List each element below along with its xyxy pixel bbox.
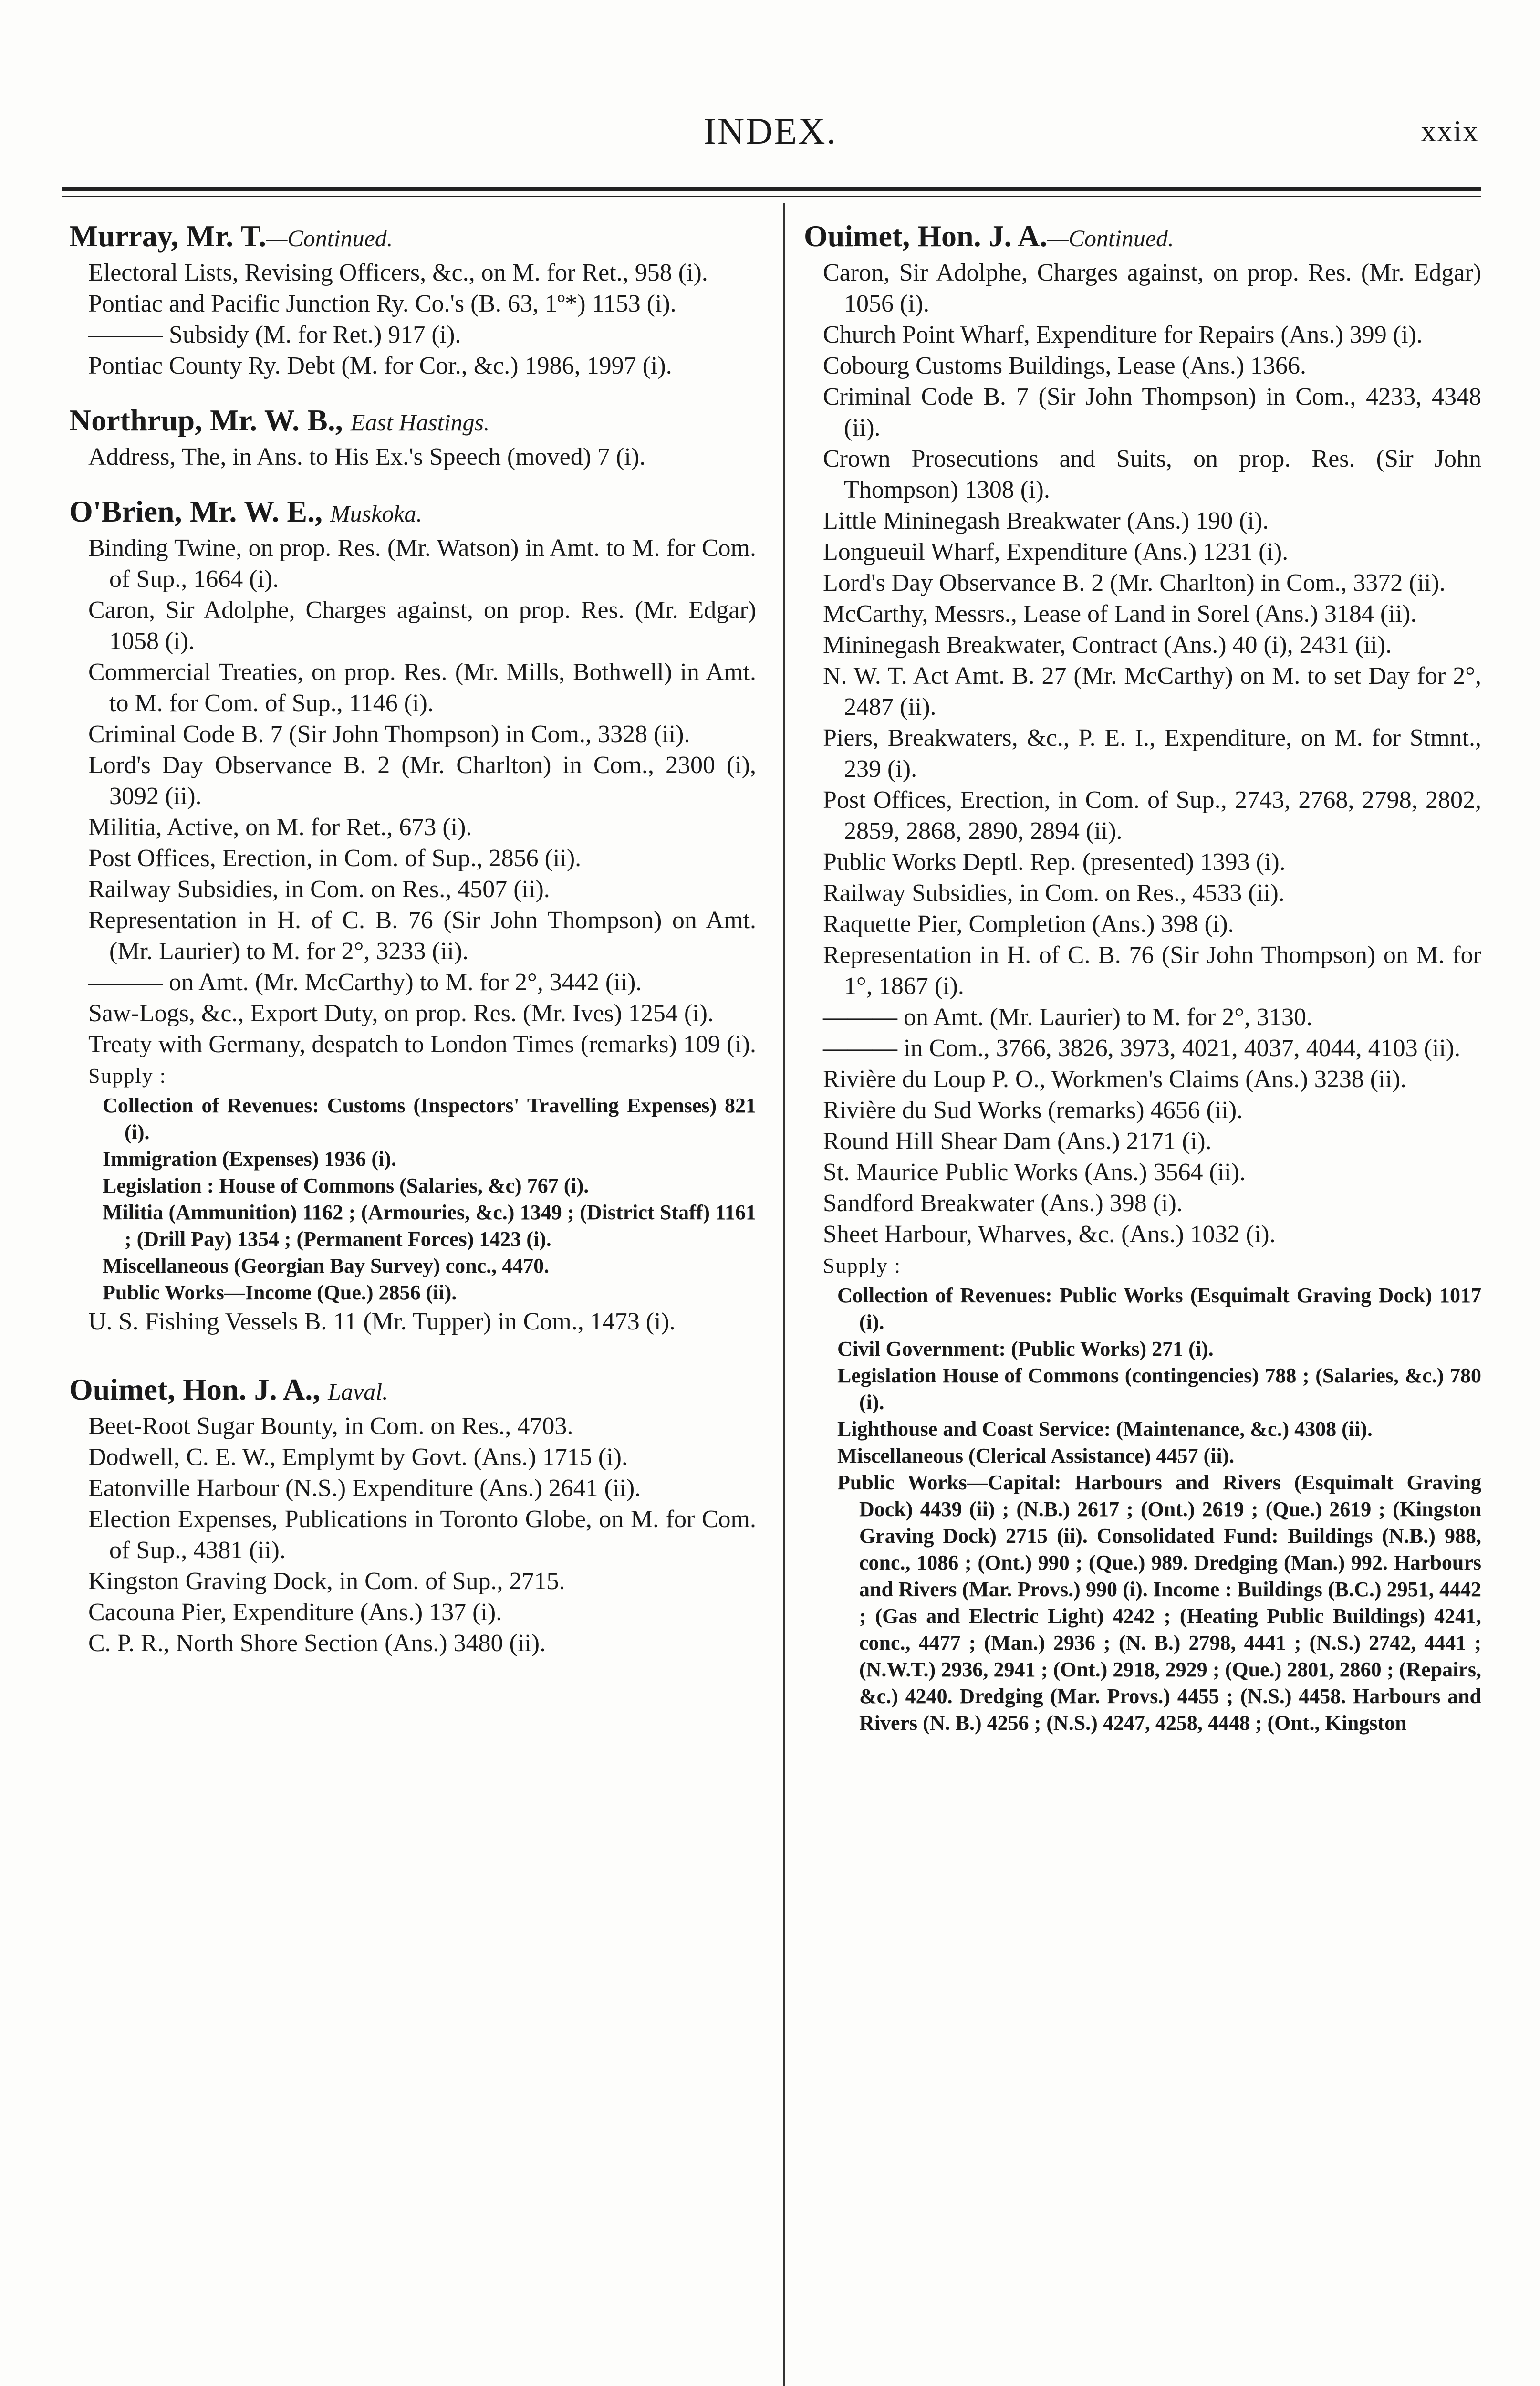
index-heading: O'Brien, Mr. W. E., Muskoka. bbox=[69, 494, 423, 528]
index-entry: ——— Subsidy (M. for Ret.) 917 (i). bbox=[88, 321, 461, 348]
index-entry: Beet-Root Sugar Bounty, in Com. on Res., 4703. bbox=[88, 1413, 573, 1440]
index-entry: Caron, Sir Adolphe, Charges against, on prop. Res. (Mr. Edgar) 1056 (i). bbox=[823, 259, 1481, 317]
index-heading: Northrup, Mr. W. B., East Hastings. bbox=[69, 403, 490, 437]
supply-entry: Collection of Revenues: Public Works (Esquimalt Graving Dock) 1017 (i). bbox=[837, 1284, 1481, 1334]
index-entry: ——— on Amt. (Mr. McCarthy) to M. for 2°, 3442 (ii). bbox=[88, 969, 642, 996]
page-title: INDEX. bbox=[703, 110, 838, 152]
index-entry: ——— on Amt. (Mr. Laurier) to M. for 2°, 3130. bbox=[823, 1004, 1313, 1031]
header-rule-thin bbox=[62, 196, 1481, 197]
index-entry: Kingston Graving Dock, in Com. of Sup., 2715. bbox=[88, 1568, 565, 1595]
index-entry: Church Point Wharf, Expenditure for Repairs (Ans.) 399 (i). bbox=[823, 321, 1423, 348]
index-entry: Criminal Code B. 7 (Sir John Thompson) in Com., 3328 (ii). bbox=[88, 721, 690, 748]
supply-entry: Lighthouse and Coast Service: (Maintenance, &c.) 4308 (ii). bbox=[837, 1417, 1373, 1441]
index-entry: Saw-Logs, &c., Export Duty, on prop. Res. (Mr. Ives) 1254 (i). bbox=[88, 1000, 714, 1027]
left-column bbox=[69, 217, 756, 1659]
index-entry: Railway Subsidies, in Com. on Res., 4533 (ii). bbox=[823, 879, 1285, 907]
index-entry: Mininegash Breakwater, Contract (Ans.) 40 (i), 2431 (ii). bbox=[823, 631, 1392, 659]
index-entry: Lord's Day Observance B. 2 (Mr. Charlton) in Com., 2300 (i), 3092 (ii). bbox=[88, 752, 756, 810]
supply-entry: Legislation House of Commons (contingencies) 788 ; (Salaries, &c.) 780 (i). bbox=[837, 1364, 1481, 1414]
index-entry: Piers, Breakwaters, &c., P. E. I., Expenditure, on M. for Stmnt., 239 (i). bbox=[823, 724, 1481, 783]
index-heading: Ouimet, Hon. J. A., Laval. bbox=[69, 1372, 388, 1406]
index-entry: Public Works Deptl. Rep. (presented) 1393 (i). bbox=[823, 848, 1286, 876]
index-entry: Raquette Pier, Completion (Ans.) 398 (i). bbox=[823, 910, 1234, 938]
index-entry: St. Maurice Public Works (Ans.) 3564 (ii). bbox=[823, 1159, 1246, 1186]
index-entry: Sheet Harbour, Wharves, &c. (Ans.) 1032 (i). bbox=[823, 1221, 1276, 1248]
supply-entry: Immigration (Expenses) 1936 (i). bbox=[103, 1147, 396, 1171]
column-divider bbox=[783, 203, 785, 2386]
supply-entry: Public Works—Income (Que.) 2856 (ii). bbox=[103, 1281, 457, 1304]
index-entry: Address, The, in Ans. to His Ex.'s Speech (moved) 7 (i). bbox=[88, 443, 646, 471]
index-heading: Ouimet, Hon. J. A.—Continued. bbox=[804, 219, 1174, 253]
supply-entry: Miscellaneous (Georgian Bay Survey) conc., 4470. bbox=[103, 1254, 550, 1277]
header-rule-thick bbox=[62, 187, 1481, 191]
index-entry: N. W. T. Act Amt. B. 27 (Mr. McCarthy) on M. to set Day for 2°, 2487 (ii). bbox=[823, 662, 1481, 721]
index-entry: Commercial Treaties, on prop. Res. (Mr. Mills, Bothwell) in Amt. to M. for Com. of Sup., 1146 (i). bbox=[88, 659, 756, 717]
index-entry: Eatonville Harbour (N.S.) Expenditure (Ans.) 2641 (ii). bbox=[88, 1475, 641, 1502]
index-entry: Rivière du Sud Works (remarks) 4656 (ii). bbox=[823, 1097, 1243, 1124]
supply-entry: Miscellaneous (Clerical Assistance) 4457 (ii). bbox=[837, 1444, 1235, 1467]
index-entry: McCarthy, Messrs., Lease of Land in Sorel (Ans.) 3184 (ii). bbox=[823, 600, 1417, 628]
index-entry: Binding Twine, on prop. Res. (Mr. Watson) in Amt. to M. for Com. of Sup., 1664 (i). bbox=[88, 534, 756, 593]
index-entry: Representation in H. of C. B. 76 (Sir John Thompson) on M. for 1°, 1867 (i). bbox=[823, 942, 1481, 1000]
index-entry: Election Expenses, Publications in Toronto Globe, on M. for Com. of Sup., 4381 (ii). bbox=[88, 1506, 756, 1564]
index-entry: U. S. Fishing Vessels B. 11 (Mr. Tupper) in Com., 1473 (i). bbox=[88, 1308, 676, 1335]
supply-entry: Civil Government: (Public Works) 271 (i). bbox=[837, 1337, 1214, 1360]
index-entry: Little Mininegash Breakwater (Ans.) 190 (i). bbox=[823, 507, 1269, 534]
index-entry: Rivière du Loup P. O., Workmen's Claims (Ans.) 3238 (ii). bbox=[823, 1066, 1407, 1093]
index-heading: Murray, Mr. T.—Continued. bbox=[69, 219, 393, 253]
index-entry: Cobourg Customs Buildings, Lease (Ans.) 1366. bbox=[823, 352, 1307, 379]
index-entry: Treaty with Germany, despatch to London Times (remarks) 109 (i). bbox=[88, 1031, 756, 1058]
index-entry: Longueuil Wharf, Expenditure (Ans.) 1231 (i). bbox=[823, 538, 1289, 565]
index-entry: Sandford Breakwater (Ans.) 398 (i). bbox=[823, 1190, 1183, 1217]
supply-label: Supply : bbox=[88, 1064, 166, 1088]
index-entry: ——— in Com., 3766, 3826, 3973, 4021, 4037, 4044, 4103 (ii). bbox=[823, 1035, 1461, 1062]
supply-label: Supply : bbox=[823, 1254, 901, 1277]
index-entry: Representation in H. of C. B. 76 (Sir John Thompson) on Amt. (Mr. Laurier) to M. for 2°, 3233 (ii). bbox=[88, 907, 756, 965]
right-column bbox=[804, 217, 1481, 1737]
index-entry: Pontiac and Pacific Junction Ry. Co.'s (B. 63, 1º*) 1153 (i). bbox=[88, 290, 676, 317]
supply-entry: Public Works—Capital: Harbours and Rivers (Esquimalt Graving Dock) 4439 (ii) ; (N.B.) 2617 ; (Ont.) 2619 ; (Que.) 2619 ; (Kingston Graving Dock) 2715 (ii). Consolidated Fund: Buildings (N.B.) 988, conc., 1086 ; (Ont.) 990 ; (Que.) 989. Dredging (Man.) 992. Harbours and Rivers (Mar. Provs.) 990 (i). Income : Buildings (B.C.) 2951, 4442 ; (Gas and Electric Light) 4242 ; (Heating Public Buildings) 4241, conc., 4477 ; (Man.) 2936 ; (N. B.) 2798, 4441 ; (N.S.) 2742, 4441 ; (N.W.T.) 2936, 2941 ; (Ont.) 2918, 2929 ; (Que.) 2801, 2860 ; (Repairs, &c.) 4240. Dredging (Mar. Provs.) 4455 ; (N.S.) 4458. Harbours and Rivers (N. B.) 4256 ; (N.S.) 4247, 4258, 4448 ; (Ont., Kingston bbox=[837, 1471, 1481, 1735]
index-entry: Railway Subsidies, in Com. on Res., 4507 (ii). bbox=[88, 876, 550, 903]
index-entry: C. P. R., North Shore Section (Ans.) 3480 (ii). bbox=[88, 1630, 546, 1657]
index-entry: Pontiac County Ry. Debt (M. for Cor., &c.) 1986, 1997 (i). bbox=[88, 352, 672, 379]
index-entry: Round Hill Shear Dam (Ans.) 2171 (i). bbox=[823, 1128, 1212, 1155]
supply-entry: Militia (Ammunition) 1162 ; (Armouries, &c.) 1349 ; (District Staff) 1161 ; (Drill Pay) 1354 ; (Permanent Forces) 1423 (i). bbox=[103, 1201, 756, 1251]
supply-entry: Legislation : House of Commons (Salaries, &c) 767 (i). bbox=[103, 1174, 589, 1197]
supply-entry: Collection of Revenues: Customs (Inspectors' Travelling Expenses) 821 (i). bbox=[103, 1094, 756, 1144]
page-number: xxix bbox=[1421, 114, 1479, 148]
index-entry: Post Offices, Erection, in Com. of Sup., 2743, 2768, 2798, 2802, 2859, 2868, 2890, 2894 (ii). bbox=[823, 786, 1481, 845]
index-entry: Cacouna Pier, Expenditure (Ans.) 137 (i). bbox=[88, 1599, 502, 1626]
index-entry: Militia, Active, on M. for Ret., 673 (i). bbox=[88, 814, 472, 841]
index-entry: Crown Prosecutions and Suits, on prop. Res. (Sir John Thompson) 1308 (i). bbox=[823, 445, 1481, 503]
index-entry: Lord's Day Observance B. 2 (Mr. Charlton) in Com., 3372 (ii). bbox=[823, 569, 1446, 596]
index-entry: Caron, Sir Adolphe, Charges against, on prop. Res. (Mr. Edgar) 1058 (i). bbox=[88, 596, 756, 655]
index-entry: Criminal Code B. 7 (Sir John Thompson) in Com., 4233, 4348 (ii). bbox=[823, 383, 1481, 441]
index-entry: Post Offices, Erection, in Com. of Sup., 2856 (ii). bbox=[88, 845, 582, 872]
index-entry: Electoral Lists, Revising Officers, &c., on M. for Ret., 958 (i). bbox=[88, 259, 708, 286]
page-header bbox=[62, 110, 1479, 167]
index-entry: Dodwell, C. E. W., Emplymt by Govt. (Ans.) 1715 (i). bbox=[88, 1444, 628, 1471]
